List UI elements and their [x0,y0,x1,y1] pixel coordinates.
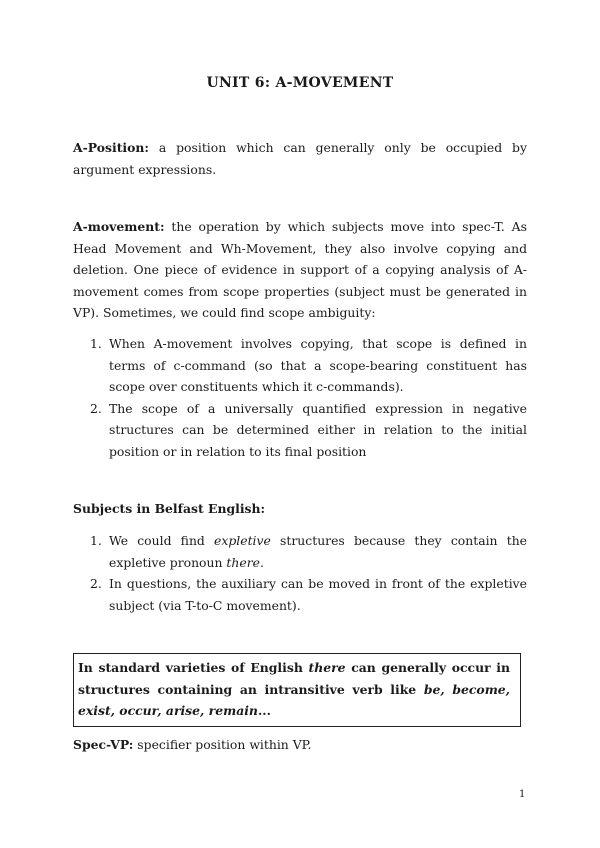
list-number: 2. [90,576,102,591]
list-number: 1. [90,533,102,548]
emphasis-expletive: expletive [214,533,271,548]
a-movement-text: the operation by which subjects move into spec-T. As Head Movement and Wh-Movement, they also involve copying and deletion. One piece of evidence in support of a copying analysis of A-movement comes from scope properties (subject must be generated in VP). Sometimes, we could find scope ambiguity: [73,219,527,320]
spec-vp-term: Spec-VP: [73,737,134,752]
list-number: 2. [90,400,102,416]
box-text-part: In standard varieties of English [78,660,309,675]
list-text-part: We could find [109,533,215,548]
a-movement-definition [73,216,527,324]
page-title: UNIT 6: A-MOVEMENT [206,75,394,91]
a-movement-term: A-movement: [73,219,165,234]
highlight-box [73,653,521,727]
box-text-part: can generally occur in structures containing an intransitive verb like [78,660,510,697]
scope-list [73,333,527,462]
emphasis-there: there [226,554,260,570]
a-position-term: A-Position: [73,140,149,155]
list-item [73,333,527,398]
box-text-part: ... [257,703,271,718]
list-text: The scope of a universally quantified expression in negative structures can be determined either in relation to the initial position or in relation to its final position [109,400,527,459]
belfast-list [73,530,527,616]
list-number: 1. [90,336,102,351]
a-position-text: a position which can generally only be occupied by argument expressions. [73,140,527,177]
list-item [73,530,527,573]
a-position-definition [73,137,527,180]
list-text-part: structures because they contain the expletive pronoun [109,533,528,570]
spec-vp-definition [73,734,527,756]
page-number: 1 [519,789,526,800]
list-text-part: . [259,554,264,570]
emphasis-there: there [308,660,346,675]
list-text: When A-movement involves copying, that scope is defined in terms of c-command (so that a scope-bearing constituent has scope over constituents which it c-commands). [109,336,527,394]
list-item [73,573,527,616]
belfast-heading: Subjects in Belfast English: [73,501,266,516]
emphasis-verbs: be, become, exist, occur, arise, remain [78,681,510,718]
spec-vp-text: specifier position within VP. [137,737,312,752]
list-item [73,398,527,463]
list-text: In questions, the auxiliary can be moved in front of the expletive subject (via T-to-C movement). [109,576,527,613]
